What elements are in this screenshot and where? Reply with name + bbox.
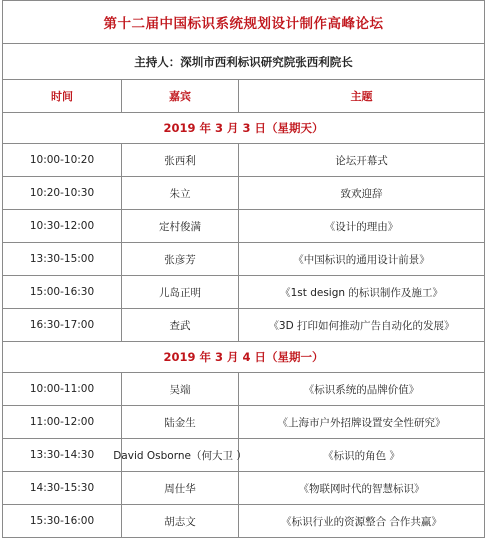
- time-cell: 10:00-10:20: [3, 144, 122, 176]
- time-cell: 16:30-17:00: [3, 309, 122, 341]
- guest-cell: 张彦芳: [122, 243, 239, 275]
- table-row: [2, 472, 485, 505]
- topic-cell: 《3D 打印如何推动广告自动化的发展》: [268, 319, 455, 332]
- time-cell: 10:20-10:30: [3, 177, 122, 209]
- forum-title: 第十二届中国标识系统规划设计制作高峰论坛: [103, 16, 384, 32]
- time-cell: 13:30-15:00: [3, 243, 122, 275]
- time-cell: 13:30-14:30: [3, 439, 122, 471]
- guest-cell: 查武: [122, 309, 239, 341]
- topic-cell: 《1st design 的标识制作及施工》: [280, 286, 443, 299]
- day1-date: 2019 年 3 月 3 日（星期天）: [163, 121, 324, 135]
- topic-cell: 《上海市户外招牌设置安全性研究》: [277, 416, 446, 429]
- guest-cell: David Osborne（何大卫 ）: [122, 439, 239, 471]
- time-cell: 15:00-16:30: [3, 276, 122, 308]
- day1-date-row: [2, 113, 485, 144]
- time-cell: 11:00-12:00: [3, 406, 122, 438]
- guest-cell: 张西利: [122, 144, 239, 176]
- column-header-time: 时间: [3, 80, 122, 112]
- topic-cell: 《设计的理由》: [324, 220, 399, 233]
- table-row: [2, 177, 485, 210]
- table-row: [2, 210, 485, 243]
- table-row: [2, 309, 485, 342]
- guest-cell: 儿岛正明: [122, 276, 239, 308]
- table-row: [2, 505, 485, 538]
- table-row: [2, 243, 485, 276]
- day2-date-row: [2, 342, 485, 373]
- table-row: [2, 406, 485, 439]
- guest-cell: 朱立: [122, 177, 239, 209]
- column-header-topic: 主题: [350, 90, 373, 103]
- guest-cell: 吴端: [122, 373, 239, 405]
- table-row: [2, 144, 485, 177]
- topic-cell: 论坛开幕式: [335, 154, 388, 167]
- topic-cell: 《中国标识的通用设计前景》: [293, 253, 430, 266]
- column-header-guest: 嘉宾: [122, 80, 239, 112]
- topic-cell: 《标识行业的资源整合 合作共赢》: [281, 515, 442, 528]
- guest-cell: 周仕华: [122, 472, 239, 504]
- time-cell: 15:30-16:00: [3, 505, 122, 537]
- table-row: [2, 439, 485, 472]
- guest-cell: 陆金生: [122, 406, 239, 438]
- host-row: [2, 44, 485, 80]
- table-row: [2, 373, 485, 406]
- topic-cell: 《标识的角色 》: [323, 449, 400, 462]
- table-title-row: [2, 0, 485, 44]
- table-row: [2, 276, 485, 309]
- topic-cell: 《物联网时代的智慧标识》: [298, 482, 425, 495]
- day2-date: 2019 年 3 月 4 日（星期一）: [163, 350, 324, 364]
- topic-cell: 致欢迎辞: [340, 187, 383, 200]
- forum-schedule-table: [2, 0, 485, 538]
- host-text: 主持人：深圳市西利标识研究院张西利院长: [134, 54, 353, 69]
- guest-cell: 胡志文: [122, 505, 239, 537]
- column-header-row: [2, 80, 485, 113]
- guest-cell: 定村俊满: [122, 210, 239, 242]
- time-cell: 10:00-11:00: [3, 373, 122, 405]
- topic-cell: 《标识系统的品牌价值》: [303, 383, 420, 396]
- time-cell: 10:30-12:00: [3, 210, 122, 242]
- time-cell: 14:30-15:30: [3, 472, 122, 504]
